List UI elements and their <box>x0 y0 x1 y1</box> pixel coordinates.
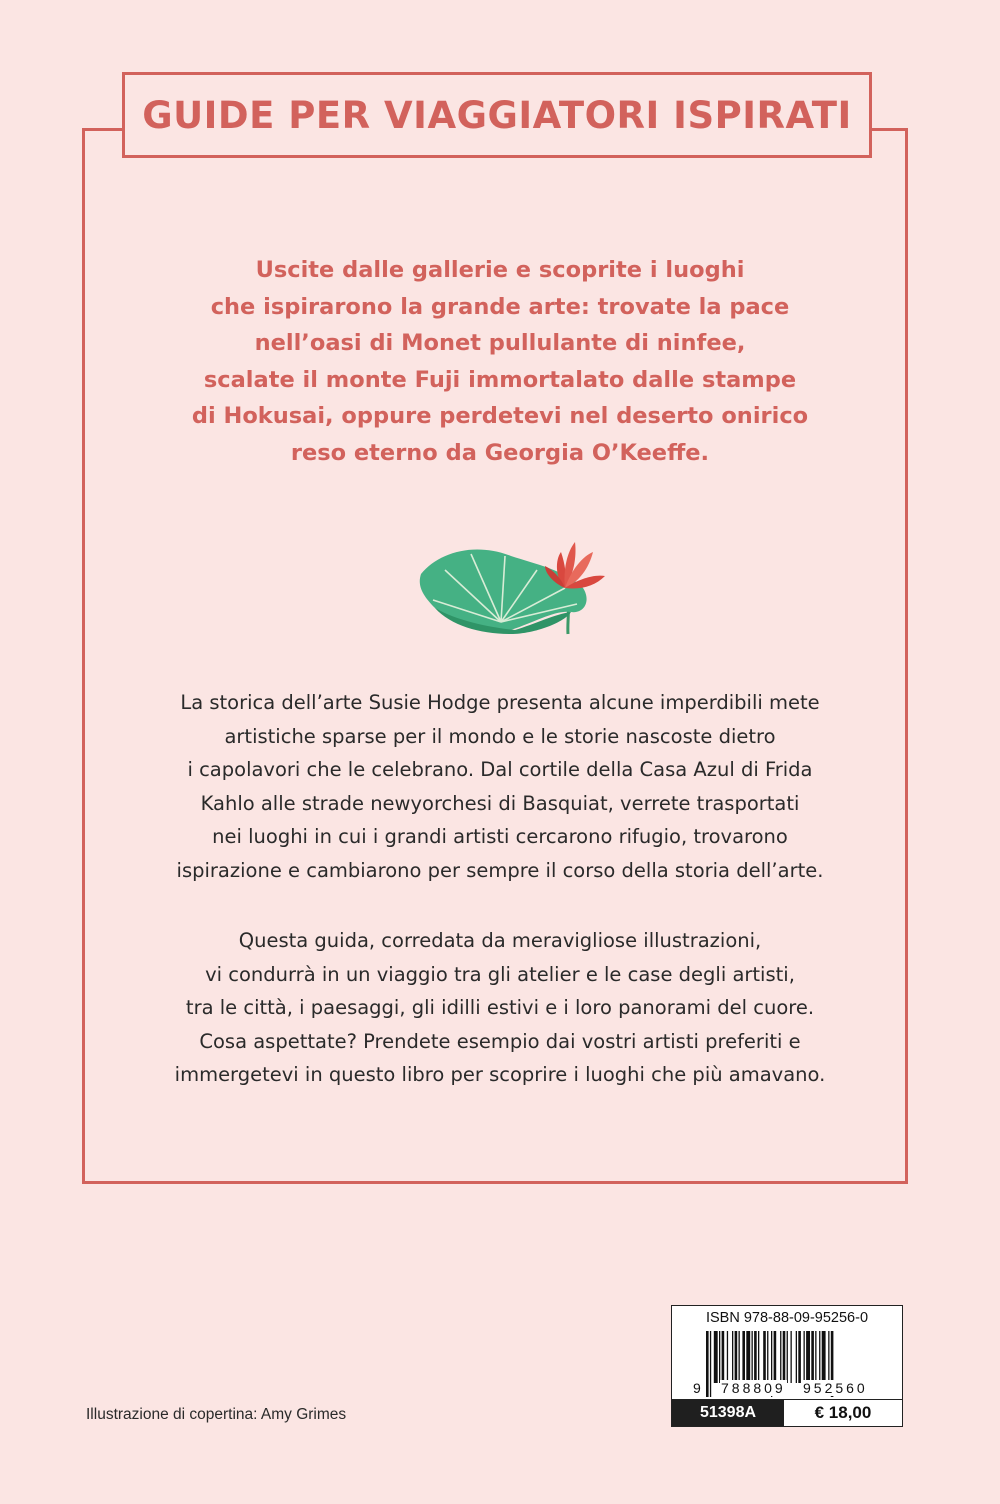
barcode-bar <box>732 1331 733 1383</box>
description-paragraph-2 <box>110 924 890 1092</box>
barcode-bar <box>754 1331 757 1383</box>
paragraph-line: Cosa aspettate? Prendete esempio dai vostri artisti preferiti e <box>199 1029 801 1053</box>
barcode-bar <box>742 1331 745 1383</box>
barcode-bar <box>804 1331 805 1383</box>
paragraph-line: ispirazione e cambiarono per sempre il corso della storia dell’arte. <box>176 858 824 882</box>
barcode-bar <box>722 1331 725 1383</box>
paragraph-line: vi condurrà in un viaggio tra gli atelier e le case degli artisti, <box>205 962 795 986</box>
barcode-bar <box>822 1331 826 1383</box>
barcode-bar <box>798 1331 801 1383</box>
barcode-bar <box>719 1331 720 1383</box>
barcode-digit-group-1: 788809 <box>721 1380 786 1396</box>
lotus-leaf-flower-icon <box>415 530 615 638</box>
barcode-bar <box>763 1331 766 1383</box>
barcode-bar <box>727 1331 728 1383</box>
barcode-bar <box>774 1331 777 1383</box>
intro-line: scalate il monte Fuji immortalato dalle stampe <box>203 366 797 393</box>
paragraph-line: nei luoghi in cui i grandi artisti cercarono rifugio, trovarono <box>212 825 788 849</box>
paragraph-line: La storica dell’arte Susie Hodge presenta alcune imperdibili mete <box>180 691 820 714</box>
barcode-bar <box>714 1331 718 1383</box>
barcode-bar <box>780 1331 781 1383</box>
intro-line: reso eterno da Georgia O’Keeffe. <box>290 439 710 466</box>
barcode-bar <box>758 1331 759 1383</box>
barcode-bar <box>746 1331 750 1383</box>
barcode-bar <box>815 1331 816 1383</box>
barcode-bar <box>819 1331 820 1383</box>
barcode-block <box>671 1305 903 1427</box>
barcode-bar <box>791 1331 792 1383</box>
intro-line: Uscite dalle gallerie e scoprite i luoghi <box>255 257 745 283</box>
intro-line: che ispirarono la grande arte: trovate la pace <box>210 293 790 320</box>
paragraph-line: Kahlo alle strade newyorchesi di Basquiat, verrete trasportati <box>200 791 800 815</box>
description-paragraph-1 <box>110 686 890 888</box>
paragraph-line: immergetevi in questo libro per scoprire i luoghi che più amavano. <box>174 1063 826 1087</box>
price-label: € 18,00 <box>814 1403 872 1422</box>
barcode-bar <box>735 1331 738 1383</box>
paragraph-line: artistiche sparse per il mondo e le storie nascoste dietro <box>224 724 776 748</box>
barcode-bar <box>828 1331 829 1383</box>
barcode-bar <box>783 1331 786 1383</box>
barcode-bar <box>739 1331 740 1383</box>
series-title: GUIDE PER VIAGGIATORI ISPIRATI <box>142 93 852 137</box>
paragraph-line: tra le città, i paesaggi, gli idilli estivi e i loro panorami del cuore. <box>185 996 815 1020</box>
barcode-bar <box>796 1331 797 1383</box>
barcode-bar <box>767 1331 768 1383</box>
product-code: 51398A <box>672 1400 784 1426</box>
series-title-box <box>122 72 872 158</box>
intro-line: di Hokusai, oppure perdetevi nel deserto onirico <box>191 403 809 429</box>
paragraph-line: Questa guida, corredata da meravigliose illustrazioni, <box>238 929 762 952</box>
barcode-bar <box>787 1331 788 1383</box>
barcode-digit-first: 9 <box>693 1380 701 1396</box>
paragraph-line: i capolavori che le celebrano. Dal cortile della Casa Azul di Frida <box>187 758 813 782</box>
barcode-bar <box>752 1331 753 1383</box>
intro-text <box>130 252 870 471</box>
barcode-digit-group-2: 952560 <box>803 1380 868 1396</box>
intro-line: nell’oasi di Monet pullulante di ninfee, <box>254 330 746 356</box>
cover-illustration-credit: Illustrazione di copertina: Amy Grimes <box>86 1406 347 1423</box>
isbn-label: ISBN 978-88-09-95256-0 <box>705 1310 869 1326</box>
barcode-bar <box>811 1331 814 1383</box>
price-row <box>672 1399 902 1426</box>
barcode-bar <box>806 1331 810 1383</box>
